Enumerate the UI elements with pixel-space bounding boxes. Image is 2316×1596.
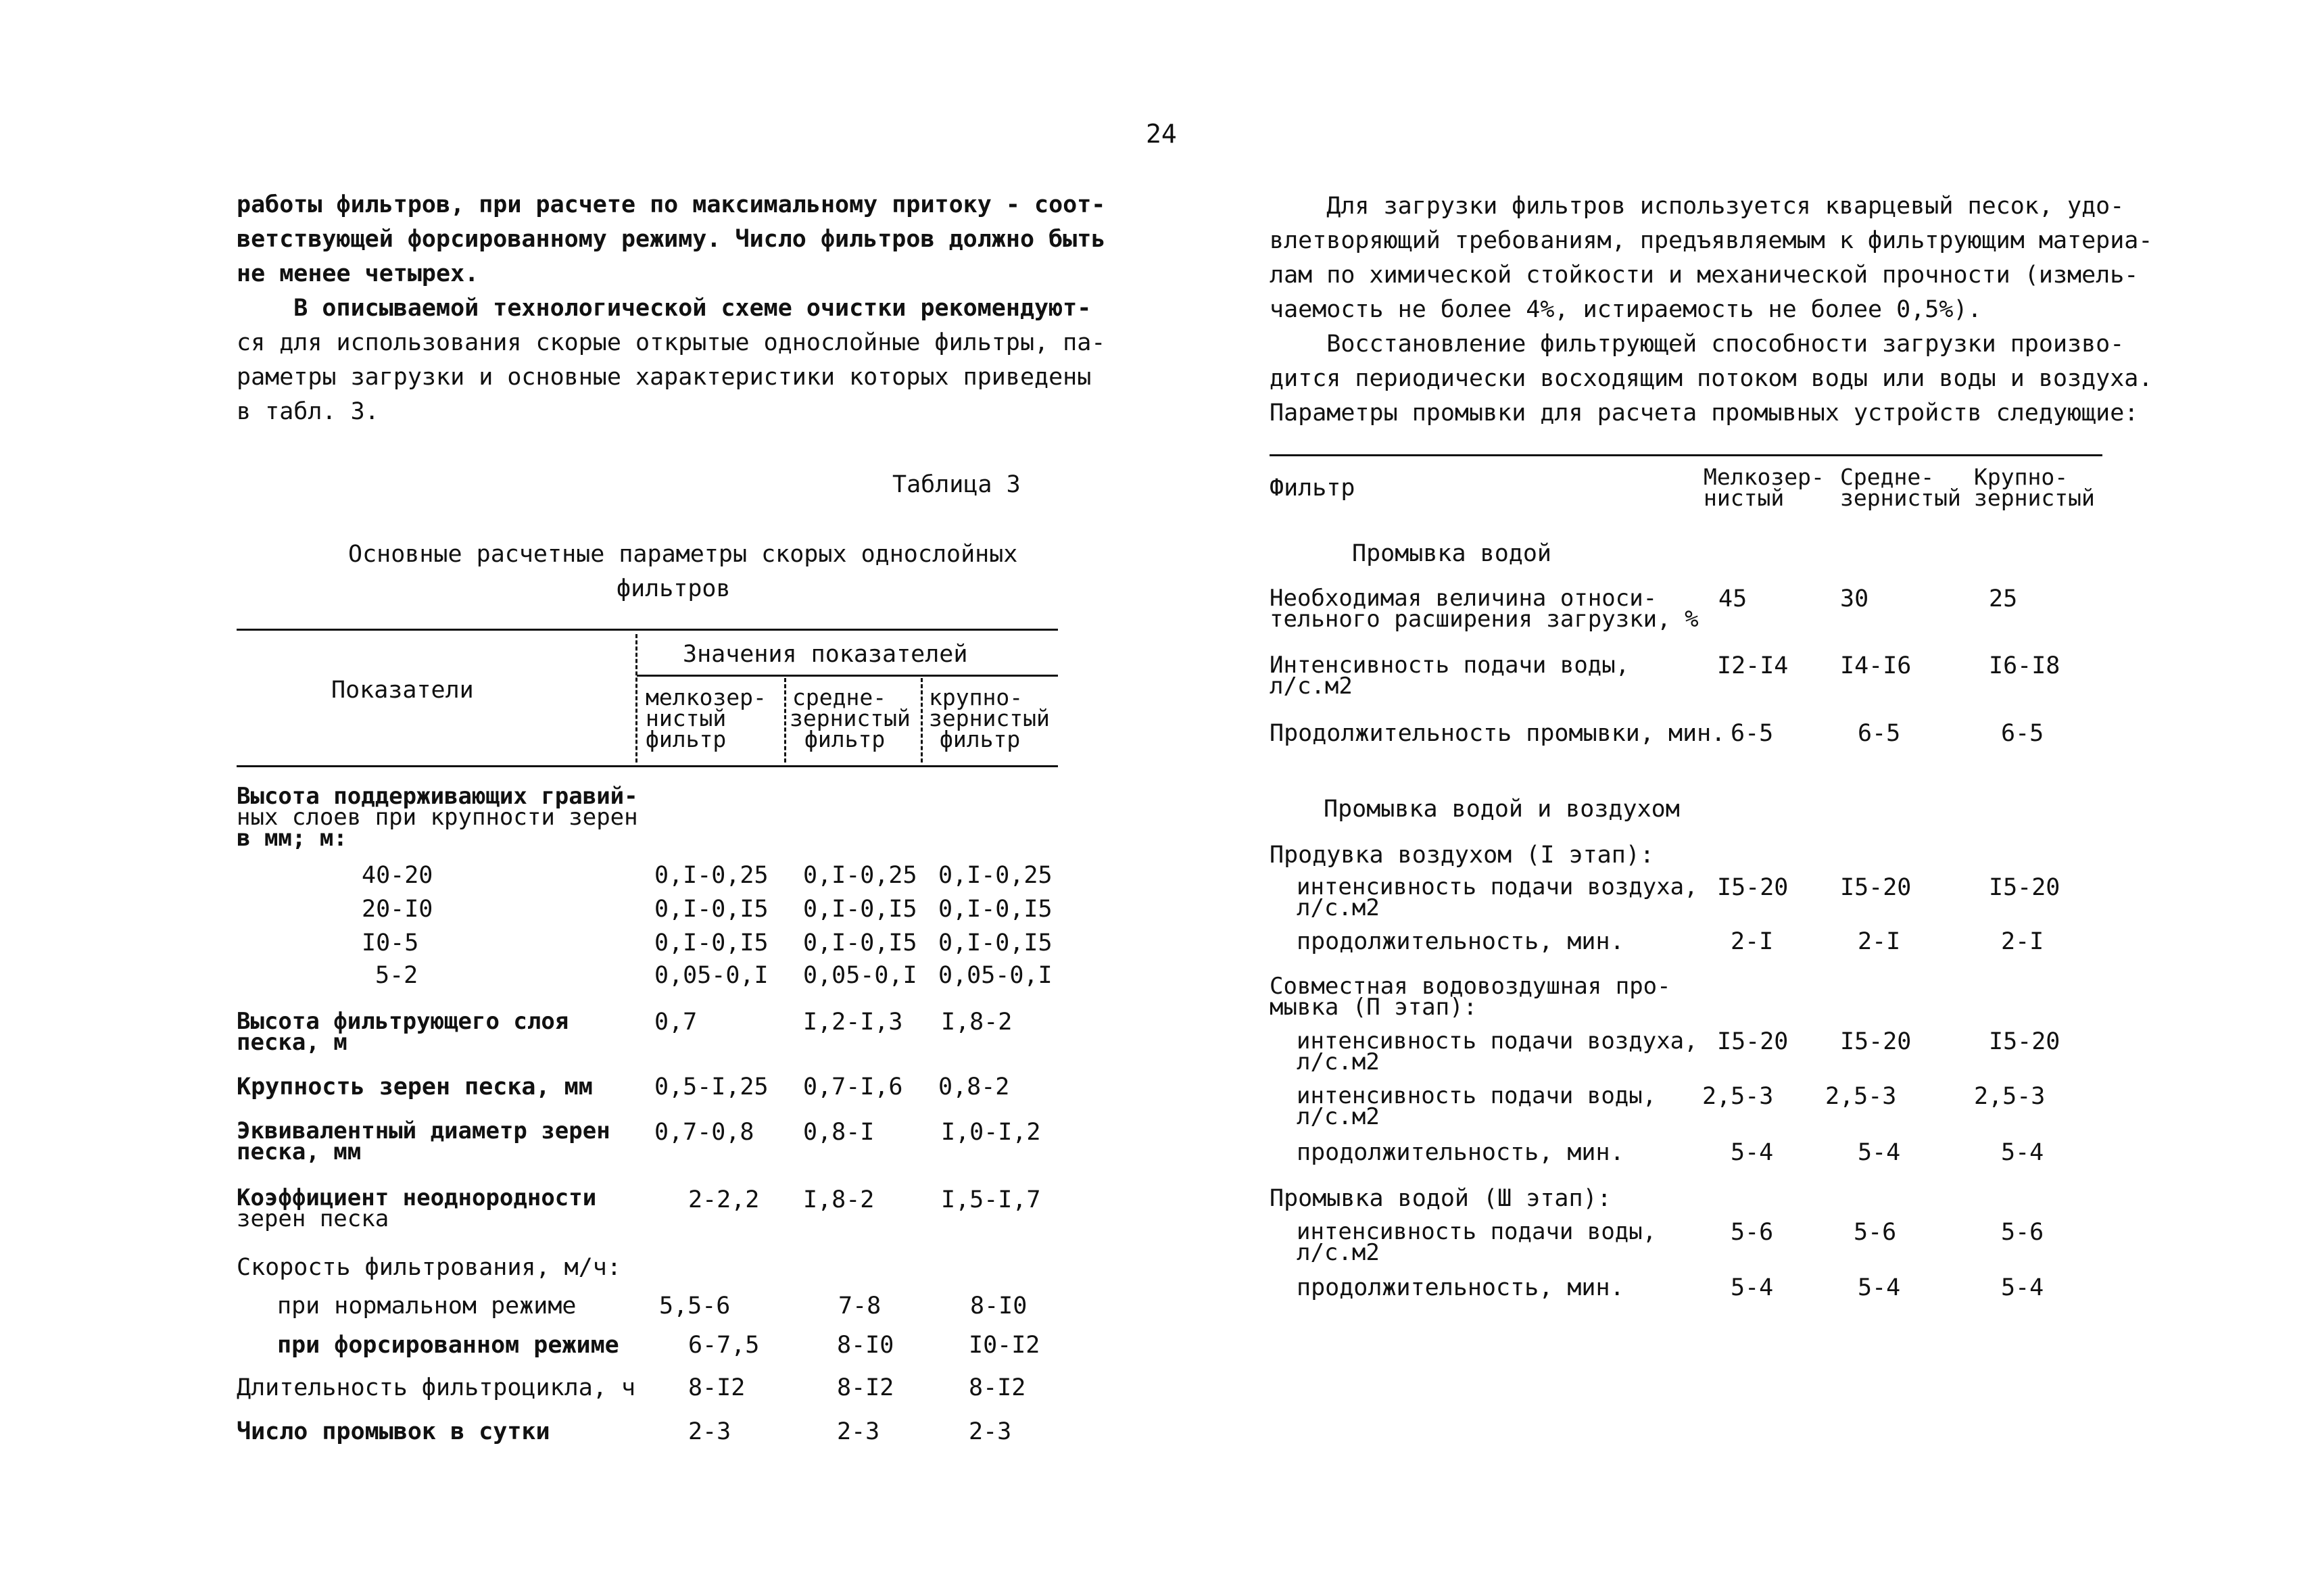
cell-value: 2,5-3 bbox=[1974, 1083, 2046, 1110]
row-label: л/с.м2 bbox=[1297, 1103, 1380, 1130]
cell-value: 0,7-0,8 bbox=[654, 1119, 754, 1146]
cell-value: I5-20 bbox=[1840, 874, 1912, 901]
row-label: при нормальном режиме bbox=[277, 1292, 577, 1320]
rule bbox=[1270, 454, 2102, 456]
row-label: интенсивность подачи воздуха, bbox=[1297, 1027, 1698, 1055]
row-label: продолжительность, мин. bbox=[1297, 928, 1624, 955]
table-title: фильтров bbox=[617, 575, 731, 602]
row-label: мывка (П этап): bbox=[1270, 994, 1478, 1021]
cell-value: 5-4 bbox=[2001, 1274, 2044, 1301]
row-label: 5-2 bbox=[375, 962, 418, 989]
divider bbox=[921, 678, 923, 763]
row-label: интенсивность подачи воздуха, bbox=[1297, 873, 1698, 900]
left-intro-line: не менее четырех. bbox=[237, 260, 479, 287]
cell-value: 0,I-0,25 bbox=[654, 862, 769, 889]
divider bbox=[635, 634, 637, 763]
cell-value: I5-20 bbox=[1840, 1028, 1912, 1055]
cell-value: 25 bbox=[1989, 585, 2018, 612]
row-label: интенсивность подачи воды, bbox=[1297, 1218, 1657, 1245]
row-label: Продувка воздухом (I этап): bbox=[1270, 842, 1654, 869]
row-label: 20-I0 bbox=[362, 896, 433, 923]
cell-value: 2-I bbox=[1731, 928, 1774, 955]
left-intro-line: работы фильтров, при расчете по максимальному притоку - соот- bbox=[237, 191, 1106, 218]
right-intro-line: чаемость не более 4%, истираемость не более 0,5%). bbox=[1270, 296, 1982, 323]
row-label: Крупность зерен песка, мм bbox=[237, 1073, 593, 1101]
cell-value: 8-I0 bbox=[970, 1292, 1028, 1320]
row-label: при форсированном режиме bbox=[277, 1332, 619, 1359]
cell-value: 0,I-0,25 bbox=[938, 862, 1053, 889]
cell-value: 0,I-0,I5 bbox=[803, 929, 917, 957]
cell-value: 8-I2 bbox=[837, 1374, 894, 1401]
row-label: л/с.м2 bbox=[1297, 894, 1380, 921]
row-label: Высота поддерживающих гравий- bbox=[237, 783, 638, 810]
cell-value: 0,I-0,25 bbox=[803, 862, 917, 889]
row-label: продолжительность, мин. bbox=[1297, 1274, 1624, 1301]
cell-value: 0,5-I,25 bbox=[654, 1073, 769, 1101]
row-label: Совместная водовоздушная про- bbox=[1270, 973, 1671, 1000]
row-label: Число промывок в сутки bbox=[237, 1418, 550, 1445]
cell-value: I,5-I,7 bbox=[941, 1186, 1041, 1213]
cell-value: 2,5-3 bbox=[1702, 1083, 1774, 1110]
cell-value: 0,7 bbox=[654, 1009, 698, 1036]
row-label: Длительность фильтроцикла, ч bbox=[237, 1374, 636, 1401]
cell-value: 5-4 bbox=[1858, 1274, 1901, 1301]
header-col3: фильтр bbox=[940, 726, 1021, 752]
cell-value: 0,8-I bbox=[803, 1119, 875, 1146]
section-title: Промывка водой и воздухом bbox=[1324, 796, 1680, 823]
right-intro-line: дится периодически восходящим потоком воды или воды и воздуха. bbox=[1270, 365, 2153, 392]
cell-value: 5-4 bbox=[2001, 1139, 2044, 1166]
cell-value: I5-20 bbox=[1717, 874, 1789, 901]
row-label: зерен песка bbox=[237, 1205, 389, 1232]
cell-value: 5-6 bbox=[2001, 1219, 2044, 1246]
cell-value: 7-8 bbox=[838, 1292, 882, 1320]
cell-value: 2-3 bbox=[688, 1418, 731, 1445]
cell-value: 5-4 bbox=[1731, 1139, 1774, 1166]
left-intro-line: ветствующей форсированному режиму. Число фильтров должно быть bbox=[237, 226, 1106, 253]
row-label: Коэффициент неоднородности bbox=[237, 1184, 597, 1211]
cell-value: 30 bbox=[1840, 585, 1869, 612]
cell-value: 8-I2 bbox=[688, 1374, 746, 1401]
cell-value: 0,I-0,I5 bbox=[938, 929, 1053, 957]
right-intro-line: лам по химической стойкости и механической прочности (измель- bbox=[1270, 262, 2139, 289]
cell-value: 0,I-0,I5 bbox=[938, 896, 1053, 923]
cell-value: I,8-2 bbox=[803, 1186, 875, 1213]
cell-value: I,0-I,2 bbox=[941, 1119, 1041, 1146]
cell-value: I2-I4 bbox=[1717, 652, 1789, 679]
table-title: Основные расчетные параметры скорых однослойных bbox=[348, 541, 1018, 568]
header-col1: нистый bbox=[1704, 485, 1785, 511]
cell-value: 2-I bbox=[1858, 928, 1901, 955]
cell-value: 8-I0 bbox=[837, 1332, 894, 1359]
rule bbox=[237, 629, 1058, 631]
cell-value: 0,8-2 bbox=[938, 1073, 1010, 1101]
cell-value: 5-6 bbox=[1854, 1219, 1897, 1246]
cell-value: 8-I2 bbox=[969, 1374, 1026, 1401]
cell-value: 2-3 bbox=[837, 1418, 880, 1445]
right-intro-line: влетворяющий требованиям, предъявляемым к фильтрующим материа- bbox=[1270, 227, 2153, 254]
cell-value: I0-I2 bbox=[969, 1332, 1040, 1359]
row-label: песка, м bbox=[237, 1029, 347, 1056]
section-title: Промывка водой bbox=[1352, 540, 1552, 567]
cell-value: 5,5-6 bbox=[659, 1292, 731, 1320]
header-indicators: Показатели bbox=[331, 677, 474, 704]
cell-value: 2-3 bbox=[969, 1418, 1012, 1445]
table-label: Таблица 3 bbox=[892, 471, 1021, 498]
cell-value: 0,I-0,I5 bbox=[803, 896, 917, 923]
cell-value: 6-5 bbox=[2001, 720, 2044, 747]
page-number: 24 bbox=[1146, 119, 1177, 149]
header-col3: крупно- bbox=[929, 684, 1023, 710]
row-label: песка, мм bbox=[237, 1138, 362, 1165]
cell-value: 5-4 bbox=[1858, 1139, 1901, 1166]
cell-value: 5-6 bbox=[1731, 1219, 1774, 1246]
row-label: л/с.м2 bbox=[1297, 1048, 1380, 1075]
cell-value: 0,05-0,I bbox=[654, 962, 769, 989]
row-label: ных слоев при крупности зерен bbox=[237, 804, 638, 831]
row-label: тельного расширения загрузки, % bbox=[1270, 606, 1699, 633]
cell-value: 6-5 bbox=[1731, 720, 1774, 747]
cell-value: I5-20 bbox=[1989, 874, 2060, 901]
cell-value: I,2-I,3 bbox=[803, 1009, 903, 1036]
row-label: Интенсивность подачи воды, bbox=[1270, 652, 1630, 679]
header-col2: зернистый bbox=[1840, 485, 1961, 511]
header-col1: нистый bbox=[646, 705, 727, 731]
cell-value: 2,5-3 bbox=[1825, 1083, 1897, 1110]
cell-value: I5-20 bbox=[1989, 1028, 2060, 1055]
cell-value: 2-2,2 bbox=[688, 1186, 760, 1213]
row-label: 40-20 bbox=[362, 862, 433, 889]
header-col1: фильтр bbox=[646, 726, 727, 752]
row-label: л/с.м2 bbox=[1297, 1239, 1380, 1266]
rule bbox=[637, 675, 1058, 677]
row-label: интенсивность подачи воды, bbox=[1297, 1082, 1657, 1109]
row-label: I0-5 bbox=[362, 929, 419, 957]
header-filter: Фильтр bbox=[1270, 475, 1355, 502]
left-intro-line: в табл. 3. bbox=[237, 398, 379, 425]
cell-value: 0,7-I,6 bbox=[803, 1073, 903, 1101]
cell-value: 0,05-0,I bbox=[803, 962, 917, 989]
row-label: Продолжительность промывки, мин. bbox=[1270, 720, 1726, 747]
header-col2: зернистый bbox=[790, 705, 911, 731]
cell-value: 0,05-0,I bbox=[938, 962, 1053, 989]
header-col3: Крупно- bbox=[1974, 464, 2069, 490]
cell-value: 45 bbox=[1718, 585, 1747, 612]
header-col1: мелкозер- bbox=[646, 684, 767, 710]
row-label: Высота фильтрующего слоя bbox=[237, 1008, 569, 1035]
left-intro-line: ся для использования скорые открытые однослойные фильтры, па- bbox=[237, 329, 1106, 356]
rule bbox=[237, 765, 1058, 767]
header-col2: средне- bbox=[792, 684, 887, 710]
header-col1: Мелкозер- bbox=[1704, 464, 1825, 490]
right-intro-line: Восстановление фильтрующей способности загрузки произво- bbox=[1270, 331, 2125, 358]
cell-value: 5-4 bbox=[1731, 1274, 1774, 1301]
row-label: Эквивалентный диаметр зерен bbox=[237, 1117, 610, 1144]
row-label: Промывка водой (Ш этап): bbox=[1270, 1185, 1612, 1212]
header-values: Значения показателей bbox=[683, 641, 968, 668]
cell-value: 6-5 bbox=[1858, 720, 1901, 747]
left-intro-line: В описываемой технологической схеме очистки рекомендуют- bbox=[237, 295, 1092, 322]
left-intro-line: раметры загрузки и основные характеристики которых приведены bbox=[237, 364, 1092, 391]
cell-value: 2-I bbox=[2001, 928, 2044, 955]
header-col2: фильтр bbox=[804, 726, 886, 752]
header-col3: зернистый bbox=[1974, 485, 2095, 511]
cell-value: I4-I6 bbox=[1840, 652, 1912, 679]
row-label: л/с.м2 bbox=[1270, 673, 1353, 700]
cell-value: 0,I-0,I5 bbox=[654, 929, 769, 957]
row-label: Необходимая величина относи- bbox=[1270, 585, 1658, 612]
cell-value: I5-20 bbox=[1717, 1028, 1789, 1055]
cell-value: 0,I-0,I5 bbox=[654, 896, 769, 923]
cell-value: 6-7,5 bbox=[688, 1332, 760, 1359]
row-label: Скорость фильтрования, м/ч: bbox=[237, 1254, 621, 1281]
header-col2: Средне- bbox=[1840, 464, 1935, 490]
right-intro-line: Для загрузки фильтров используется кварцевый песок, удо- bbox=[1270, 193, 2125, 220]
row-label: в мм; м: bbox=[237, 825, 347, 852]
row-label: продолжительность, мин. bbox=[1297, 1139, 1624, 1166]
divider bbox=[784, 678, 786, 763]
cell-value: I,8-2 bbox=[941, 1009, 1013, 1036]
cell-value: I6-I8 bbox=[1989, 652, 2060, 679]
right-intro-line: Параметры промывки для расчета промывных устройств следующие: bbox=[1270, 400, 2139, 427]
header-col3: зернистый bbox=[929, 705, 1050, 731]
